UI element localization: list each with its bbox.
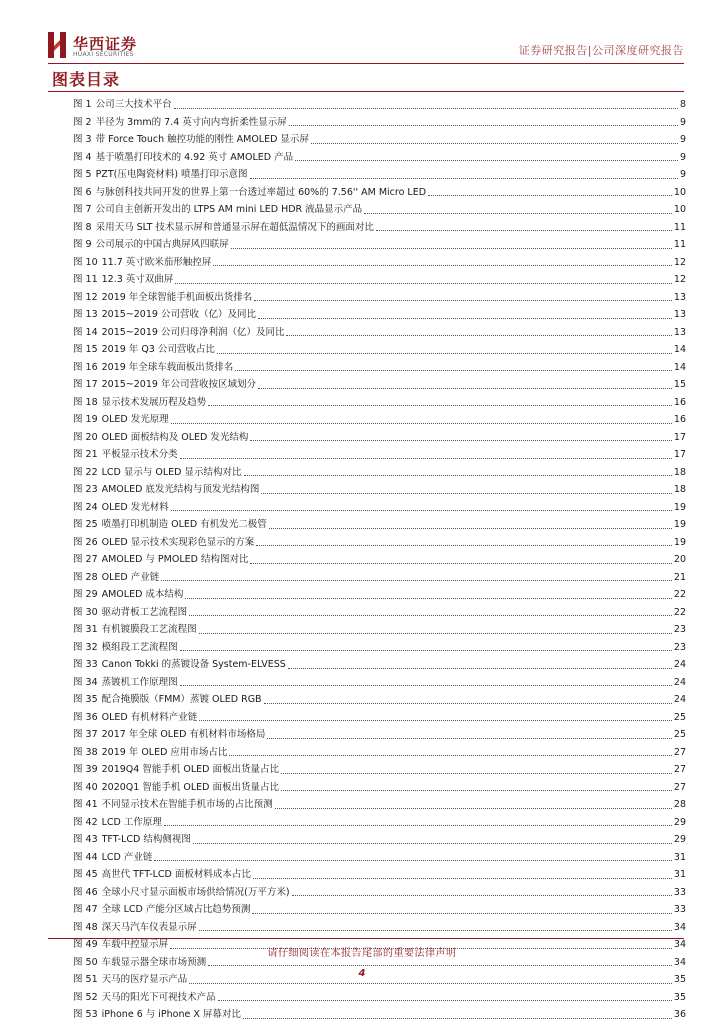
toc-entry-number: 图 44 <box>73 851 98 863</box>
toc-entry-page: 8 <box>679 99 686 110</box>
toc-entry-caption: 全球 LCD 产能分区域占比趋势预测 <box>101 904 251 915</box>
toc-entry[interactable] <box>73 324 686 342</box>
toc-entry[interactable] <box>73 236 686 254</box>
toc-dot-leader <box>199 919 672 932</box>
toc-entry[interactable] <box>73 96 686 114</box>
toc-entry-page: 17 <box>673 449 686 460</box>
toc-dot-leader <box>267 726 671 739</box>
toc-entry-number: 图 12 <box>73 291 98 303</box>
toc-entry-number: 图 10 <box>73 256 98 268</box>
toc-entry-number: 图 37 <box>73 729 98 740</box>
toc-entry[interactable] <box>73 866 686 884</box>
toc-entry[interactable] <box>73 499 686 517</box>
toc-entry-number: 图 7 <box>73 204 92 215</box>
toc-entry-caption: 深天马汽车仪表显示屏 <box>101 921 197 933</box>
report-type-label: 证券研究报告|公司深度研究报告 <box>518 44 684 57</box>
toc-entry[interactable] <box>73 849 686 867</box>
toc-dot-leader <box>161 569 672 582</box>
toc-entry-number: 图 47 <box>73 904 98 915</box>
toc-entry[interactable] <box>73 919 686 937</box>
toc-entry-number: 图 28 <box>73 571 98 583</box>
toc-entry-number: 图 6 <box>73 186 92 198</box>
toc-entry-number: 图 43 <box>73 834 98 845</box>
toc-dot-leader <box>164 814 672 827</box>
toc-entry-caption: 喷墨打印机制造 OLED 有机发光二极管 <box>101 519 267 530</box>
toc-entry[interactable] <box>73 691 686 709</box>
toc-entry[interactable] <box>73 989 686 1007</box>
toc-entry-page: 29 <box>673 834 686 845</box>
toc-entry-page: 12 <box>673 274 686 285</box>
toc-entry-caption: OLED 产业链 <box>101 571 160 583</box>
toc-entry-caption: OLED 面板结构及 OLED 发光结构 <box>101 431 249 443</box>
toc-entry-page: 36 <box>673 1009 686 1020</box>
toc-entry-page: 29 <box>673 816 686 828</box>
toc-entry-caption: 2019 年全球车载面板出货排名 <box>101 361 234 373</box>
toc-entry[interactable] <box>73 516 686 534</box>
toc-entry-page: 13 <box>673 291 686 303</box>
toc-entry[interactable] <box>73 796 686 814</box>
toc-entry[interactable] <box>73 394 686 412</box>
toc-dot-leader <box>286 324 671 337</box>
toc-entry[interactable] <box>73 289 686 307</box>
toc-entry-caption: 带 Force Touch 触控功能的刚性 AMOLED 显示屏 <box>95 134 309 145</box>
toc-entry[interactable] <box>73 726 686 744</box>
toc-entry-page: 15 <box>673 379 686 390</box>
toc-entry-page: 9 <box>679 151 686 163</box>
logo-english-name: HUAXI SECURITIES <box>73 51 134 58</box>
toc-dot-leader <box>288 656 672 669</box>
toc-entry-number: 图 51 <box>73 974 98 985</box>
toc-dot-leader <box>180 446 672 459</box>
toc-entry-page: 21 <box>673 571 686 583</box>
toc-entry-number: 图 21 <box>73 449 98 460</box>
toc-dot-leader <box>218 989 672 1002</box>
toc-dot-leader <box>174 96 678 109</box>
toc-entry-number: 图 8 <box>73 221 92 233</box>
toc-entry-page: 14 <box>673 361 686 373</box>
page-number: 4 <box>358 968 366 979</box>
toc-entry-number: 图 35 <box>73 694 98 705</box>
toc-entry-number: 图 50 <box>73 956 98 968</box>
toc-dot-leader <box>376 219 672 232</box>
toc-entry-caption: AMOLED 底发光结构与顶发光结构图 <box>101 484 260 495</box>
toc-dot-leader <box>189 604 672 617</box>
toc-entry-caption: AMOLED 与 PMOLED 结构图对比 <box>101 554 249 565</box>
toc-entry[interactable] <box>73 306 686 324</box>
toc-entry[interactable] <box>73 131 686 149</box>
toc-entry[interactable] <box>73 779 686 797</box>
toc-entry[interactable] <box>73 219 686 237</box>
toc-entry-caption: 2019 年全球智能手机面板出货排名 <box>101 291 253 303</box>
toc-entry[interactable] <box>73 534 686 552</box>
toc-entry-number: 图 11 <box>73 274 98 285</box>
toc-dot-leader <box>281 779 672 792</box>
toc-entry-caption: Canon Tokki 的蒸镀设备 System-ELVESS <box>101 659 286 670</box>
toc-entry-caption: 天马的阳光下可视技术产品 <box>101 991 216 1003</box>
toc-dot-leader <box>261 481 671 494</box>
toc-dot-leader <box>229 744 671 757</box>
toc-entry-number: 图 36 <box>73 711 98 723</box>
toc-entry-caption: 2015~2019 公司归母净利润（亿）及同比 <box>101 326 285 338</box>
toc-entry-number: 图 48 <box>73 921 98 933</box>
toc-entry-caption: 车载中控显示屏 <box>101 939 169 950</box>
toc-dot-leader <box>243 1006 672 1019</box>
toc-entry-caption: 模组段工艺流程图 <box>101 641 178 653</box>
toc-entry-caption: 2020Q1 智能手机 OLED 面板出货量占比 <box>101 781 279 793</box>
toc-entry[interactable] <box>73 709 686 727</box>
toc-entry-caption: LCD 显示与 OLED 显示结构对比 <box>101 466 242 478</box>
toc-entry[interactable] <box>73 359 686 377</box>
toc-dot-leader <box>254 289 672 302</box>
toc-entry[interactable] <box>73 831 686 849</box>
toc-entry[interactable] <box>73 901 686 919</box>
toc-dot-leader <box>250 551 671 564</box>
toc-entry[interactable] <box>73 604 686 622</box>
toc-entry[interactable] <box>73 201 686 219</box>
toc-entry-page: 23 <box>673 641 686 653</box>
toc-entry-number: 图 53 <box>73 1009 98 1020</box>
toc-entry-caption: 天马的医疗显示产品 <box>101 974 188 985</box>
toc-entry[interactable] <box>73 656 686 674</box>
toc-dot-leader <box>193 831 672 844</box>
toc-dot-leader <box>264 691 672 704</box>
toc-entry-caption: 2019 年 OLED 应用市场占比 <box>101 746 228 758</box>
toc-entry-page: 11 <box>673 221 686 233</box>
toc-entry-number: 图 30 <box>73 606 98 618</box>
toc-entry-page: 16 <box>673 414 686 425</box>
toc-entry-caption: 有机镀膜段工艺流程图 <box>101 624 197 635</box>
toc-entry-number: 图 14 <box>73 326 98 338</box>
toc-entry[interactable] <box>73 1006 686 1024</box>
toc-entry-number: 图 46 <box>73 886 98 898</box>
toc-entry-caption: 不同显示技术在智能手机市场的占比预测 <box>101 799 273 810</box>
toc-entry-page: 19 <box>673 519 686 530</box>
toc-entry-number: 图 38 <box>73 746 98 758</box>
toc-dot-leader <box>252 901 672 914</box>
toc-entry[interactable] <box>73 376 686 394</box>
toc-entry[interactable] <box>73 586 686 604</box>
toc-entry-page: 33 <box>673 904 686 915</box>
toc-entry[interactable] <box>73 114 686 132</box>
toc-entry-page: 19 <box>673 536 686 548</box>
toc-entry-caption: OLED 有机材料产业链 <box>101 711 198 723</box>
toc-entry-number: 图 34 <box>73 676 98 688</box>
toc-entry[interactable] <box>73 166 686 184</box>
toc-entry-page: 34 <box>673 921 686 933</box>
toc-entry-page: 10 <box>673 204 686 215</box>
toc-entry-caption: OLED 发光原理 <box>101 414 169 425</box>
toc-dot-leader <box>250 166 678 179</box>
toc-entry[interactable] <box>73 621 686 639</box>
toc-entry[interactable] <box>73 884 686 902</box>
toc-entry-page: 10 <box>673 186 686 198</box>
toc-entry-caption: 公司三大技术平台 <box>95 99 172 110</box>
toc-dot-leader <box>175 271 672 284</box>
toc-entry-page: 27 <box>673 764 686 775</box>
toc-entry-page: 22 <box>673 606 686 618</box>
toc-entry-caption: 显示技术发展历程及趋势 <box>101 396 207 408</box>
toc-entry-page: 31 <box>673 869 686 880</box>
toc-dot-leader <box>217 341 672 354</box>
toc-dot-leader <box>253 866 672 879</box>
toc-entry-number: 图 24 <box>73 501 98 513</box>
toc-entry-page: 27 <box>673 781 686 793</box>
toc-entry[interactable] <box>73 464 686 482</box>
toc-entry-number: 图 2 <box>73 116 92 128</box>
toc-dot-leader <box>292 884 672 897</box>
toc-entry[interactable] <box>73 271 686 289</box>
toc-entry-caption: 12.3 英寸双曲屏 <box>101 274 174 285</box>
toc-entry-page: 24 <box>673 659 686 670</box>
toc-dot-leader <box>199 709 672 722</box>
toc-entry-page: 33 <box>673 886 686 898</box>
toc-entry[interactable] <box>73 761 686 779</box>
toc-entry-number: 图 25 <box>73 519 98 530</box>
toc-entry-page: 23 <box>673 624 686 635</box>
toc-entry[interactable] <box>73 481 686 499</box>
toc-entry-number: 图 32 <box>73 641 98 653</box>
toc-entry[interactable] <box>73 149 686 167</box>
toc-dot-leader <box>269 516 672 529</box>
toc-entry-caption: AMOLED 成本结构 <box>101 589 184 600</box>
toc-dot-leader <box>258 376 672 389</box>
page-header <box>48 30 684 64</box>
toc-dot-leader <box>154 849 672 862</box>
toc-entry-number: 图 5 <box>73 169 92 180</box>
toc-entry-number: 图 49 <box>73 939 98 950</box>
toc-entry-page: 34 <box>673 939 686 950</box>
toc-entry-caption: 车载显示器全球市场预测 <box>101 956 207 968</box>
toc-dot-leader <box>199 621 672 634</box>
toc-dot-leader <box>428 184 672 197</box>
toc-entry-page: 18 <box>673 466 686 478</box>
toc-dot-leader <box>256 534 672 547</box>
toc-entry[interactable] <box>73 744 686 762</box>
toc-entry[interactable] <box>73 411 686 429</box>
toc-entry-page: 35 <box>673 991 686 1003</box>
toc-title: 图表目录 <box>52 70 121 89</box>
legal-disclaimer-note: 请仔细阅读在本报告尾部的重要法律声明 <box>267 948 457 959</box>
toc-entry-caption: 2019Q4 智能手机 OLED 面板出货量占比 <box>101 764 279 775</box>
toc-entry-caption: 11.7 英寸欧米茄形触控屏 <box>101 256 212 268</box>
toc-entry-number: 图 9 <box>73 239 92 250</box>
toc-entry-number: 图 16 <box>73 361 98 373</box>
toc-entry-caption: 基于喷墨打印技术的 4.92 英寸 AMOLED 产品 <box>95 151 294 163</box>
toc-entry[interactable] <box>73 639 686 657</box>
toc-entry-caption: 半径为 3mm的 7.4 英寸向内弯折柔性显示屏 <box>95 116 287 128</box>
toc-entry-page: 28 <box>673 799 686 810</box>
toc-dot-leader <box>275 796 672 809</box>
toc-entry-page: 20 <box>673 554 686 565</box>
toc-entry-caption: 蒸镀机工作原理图 <box>101 676 178 688</box>
toc-entry-caption: 平板显示技术分类 <box>101 449 178 460</box>
toc-entry[interactable] <box>73 814 686 832</box>
toc-entry-caption: 采用天马 SLT 技术显示屏和普通显示屏在超低温情况下的画面对比 <box>95 221 374 233</box>
huaxi-logo-icon <box>48 32 66 58</box>
toc-entry-number: 图 41 <box>73 799 98 810</box>
toc-entry-caption: 2019 年 Q3 公司营收占比 <box>101 344 215 355</box>
toc-entry[interactable] <box>73 446 686 464</box>
toc-entry-caption: 配合掩膜版（FMM）蒸镀 OLED RGB <box>101 694 262 705</box>
toc-entry[interactable] <box>73 674 686 692</box>
title-divider <box>48 91 684 92</box>
toc-entry-number: 图 31 <box>73 624 98 635</box>
figure-toc-list <box>73 96 686 1024</box>
toc-dot-leader <box>185 586 671 599</box>
toc-entry-page: 35 <box>673 974 686 985</box>
toc-entry-number: 图 52 <box>73 991 98 1003</box>
toc-entry-number: 图 22 <box>73 466 98 478</box>
toc-entry-caption: 2015~2019 公司营收（亿）及同比 <box>101 309 256 320</box>
toc-entry-page: 24 <box>673 694 686 705</box>
toc-entry-page: 25 <box>673 729 686 740</box>
toc-dot-leader <box>213 254 672 267</box>
toc-entry-number: 图 29 <box>73 589 98 600</box>
toc-entry-page: 31 <box>673 851 686 863</box>
toc-entry-page: 27 <box>673 746 686 758</box>
toc-entry-page: 18 <box>673 484 686 495</box>
toc-entry-number: 图 26 <box>73 536 98 548</box>
toc-entry-number: 图 1 <box>73 99 92 110</box>
toc-entry[interactable] <box>73 254 686 272</box>
toc-entry[interactable] <box>73 341 686 359</box>
toc-dot-leader <box>311 131 678 144</box>
toc-entry-caption: 2015~2019 年公司营收按区域划分 <box>101 379 256 390</box>
toc-entry[interactable] <box>73 569 686 587</box>
toc-entry-caption: 公司展示的中国古典屏风四联屏 <box>95 239 229 250</box>
toc-entry-number: 图 13 <box>73 309 98 320</box>
toc-entry-caption: LCD 工作原理 <box>101 816 162 828</box>
toc-dot-leader <box>235 359 672 372</box>
toc-entry-number: 图 17 <box>73 379 98 390</box>
toc-dot-leader <box>289 114 678 127</box>
toc-entry-caption: 全球小尺寸显示面板市场供给情况(万平方米) <box>101 886 290 898</box>
toc-entry-page: 14 <box>673 344 686 355</box>
header-divider <box>48 63 684 64</box>
toc-entry-number: 图 3 <box>73 134 92 145</box>
toc-entry-caption: LCD 产业链 <box>101 851 153 863</box>
toc-entry-number: 图 18 <box>73 396 98 408</box>
toc-entry-number: 图 33 <box>73 659 98 670</box>
toc-entry-page: 13 <box>673 309 686 320</box>
toc-entry-caption: iPhone 6 与 iPhone X 屏幕对比 <box>101 1009 241 1020</box>
toc-dot-leader <box>171 411 672 424</box>
toc-dot-leader <box>244 464 672 477</box>
toc-entry-number: 图 42 <box>73 816 98 828</box>
toc-entry-caption: OLED 显示技术实现彩色显示的方案 <box>101 536 255 548</box>
toc-entry-page: 9 <box>679 116 686 128</box>
toc-entry-page: 16 <box>673 396 686 408</box>
toc-entry-caption: OLED 发光材料 <box>101 501 169 513</box>
toc-entry-number: 图 20 <box>73 431 98 443</box>
toc-entry-page: 12 <box>673 256 686 268</box>
toc-entry-page: 13 <box>673 326 686 338</box>
toc-entry-page: 22 <box>673 589 686 600</box>
toc-entry-page: 11 <box>673 239 686 250</box>
toc-entry-page: 19 <box>673 501 686 513</box>
toc-dot-leader <box>250 429 672 442</box>
toc-entry-caption: PZT(压电陶瓷材料) 喷墨打印示意图 <box>95 169 248 180</box>
toc-entry-caption: TFT-LCD 结构侧视图 <box>101 834 191 845</box>
toc-dot-leader <box>180 674 672 687</box>
toc-entry-number: 图 15 <box>73 344 98 355</box>
toc-entry-caption: 高世代 TFT-LCD 面板材料成本占比 <box>101 869 251 880</box>
toc-dot-leader <box>231 236 672 249</box>
toc-dot-leader <box>180 639 672 652</box>
toc-entry-number: 图 27 <box>73 554 98 565</box>
toc-entry-caption: 公司自主创新开发出的 LTPS AM mini LED HDR 液晶显示产品 <box>95 204 363 215</box>
toc-entry-caption: 驱动背板工艺流程图 <box>101 606 188 618</box>
toc-entry-page: 9 <box>679 169 686 180</box>
toc-entry-number: 图 40 <box>73 781 98 793</box>
toc-entry[interactable] <box>73 429 686 447</box>
toc-entry-page: 25 <box>673 711 686 723</box>
toc-entry[interactable] <box>73 184 686 202</box>
toc-entry-number: 图 4 <box>73 151 92 163</box>
toc-entry-number: 图 19 <box>73 414 98 425</box>
toc-dot-leader <box>208 394 672 407</box>
toc-entry-caption: 与脉创科技共同开发的世界上第一台透过率超过 60%的 7.56'' AM Micro LED <box>95 186 427 198</box>
toc-entry-page: 34 <box>673 956 686 968</box>
toc-dot-leader <box>364 201 672 214</box>
toc-entry-number: 图 45 <box>73 869 98 880</box>
toc-entry-page: 24 <box>673 676 686 688</box>
toc-entry-caption: 2017 年全球 OLED 有机材料市场格局 <box>101 729 266 740</box>
toc-entry-number: 图 23 <box>73 484 98 495</box>
toc-dot-leader <box>171 499 672 512</box>
toc-dot-leader <box>281 761 672 774</box>
toc-entry[interactable] <box>73 551 686 569</box>
toc-dot-leader <box>295 149 678 162</box>
toc-entry-page: 17 <box>673 431 686 443</box>
toc-entry-page: 9 <box>679 134 686 145</box>
logo-chinese-name: 华西证券 <box>73 35 138 53</box>
footer-divider <box>48 938 684 939</box>
toc-entry-number: 图 39 <box>73 764 98 775</box>
toc-dot-leader <box>258 306 672 319</box>
